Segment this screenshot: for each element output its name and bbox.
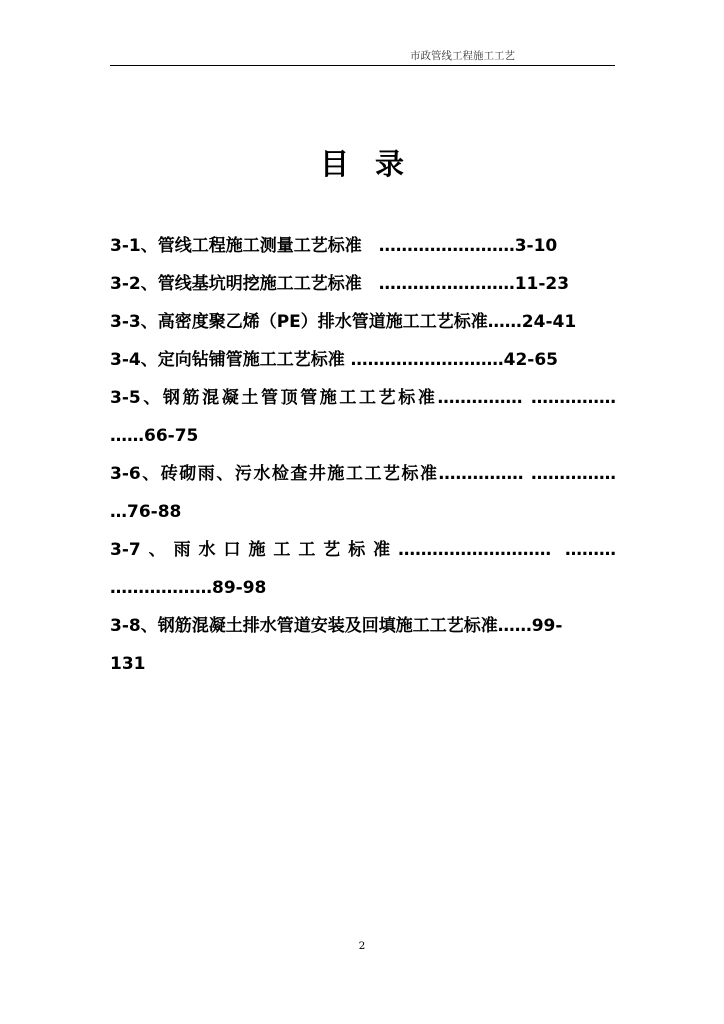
toc-entry-3-6: 3-6、砖砌雨、污水检查井施工工艺标准…………… …………… bbox=[110, 464, 616, 484]
toc-entry-3-7-continuation: ………………89-98 bbox=[110, 578, 267, 598]
toc-entry-3-2: 3-2、管线基坑明挖施工工艺标准 ……………………11-23 bbox=[110, 274, 570, 294]
toc-entry-3-6-continuation: …76-88 bbox=[110, 502, 182, 522]
toc-entry-3-1: 3-1、管线工程施工测量工艺标准 ……………………3-10 bbox=[110, 236, 558, 256]
toc-entry-3-5-continuation: ……66-75 bbox=[110, 426, 199, 446]
toc-entry-3-8-continuation: 131 bbox=[110, 654, 146, 674]
toc-entry-3-4: 3-4、定向钻铺管施工工艺标准 ………………………42-65 bbox=[110, 350, 559, 370]
header-title: 市政管线工程施工工艺 bbox=[410, 50, 515, 62]
page-header bbox=[110, 50, 615, 66]
toc-entry-3-3: 3-3、高密度聚乙烯（PE）排水管道施工工艺标准……24-41 bbox=[110, 312, 577, 332]
page-number: 2 bbox=[358, 940, 366, 952]
page-title: 目录 bbox=[319, 147, 430, 181]
toc-entry-3-7: 3-7、雨水口施工工艺标准……………………… ……… bbox=[110, 540, 616, 560]
toc-entry-3-5: 3-5、钢筋混凝土管顶管施工工艺标准…………… …………… bbox=[110, 388, 616, 408]
toc-entry-3-8: 3-8、钢筋混凝土排水管道安装及回填施工工艺标准……99- bbox=[110, 616, 563, 636]
